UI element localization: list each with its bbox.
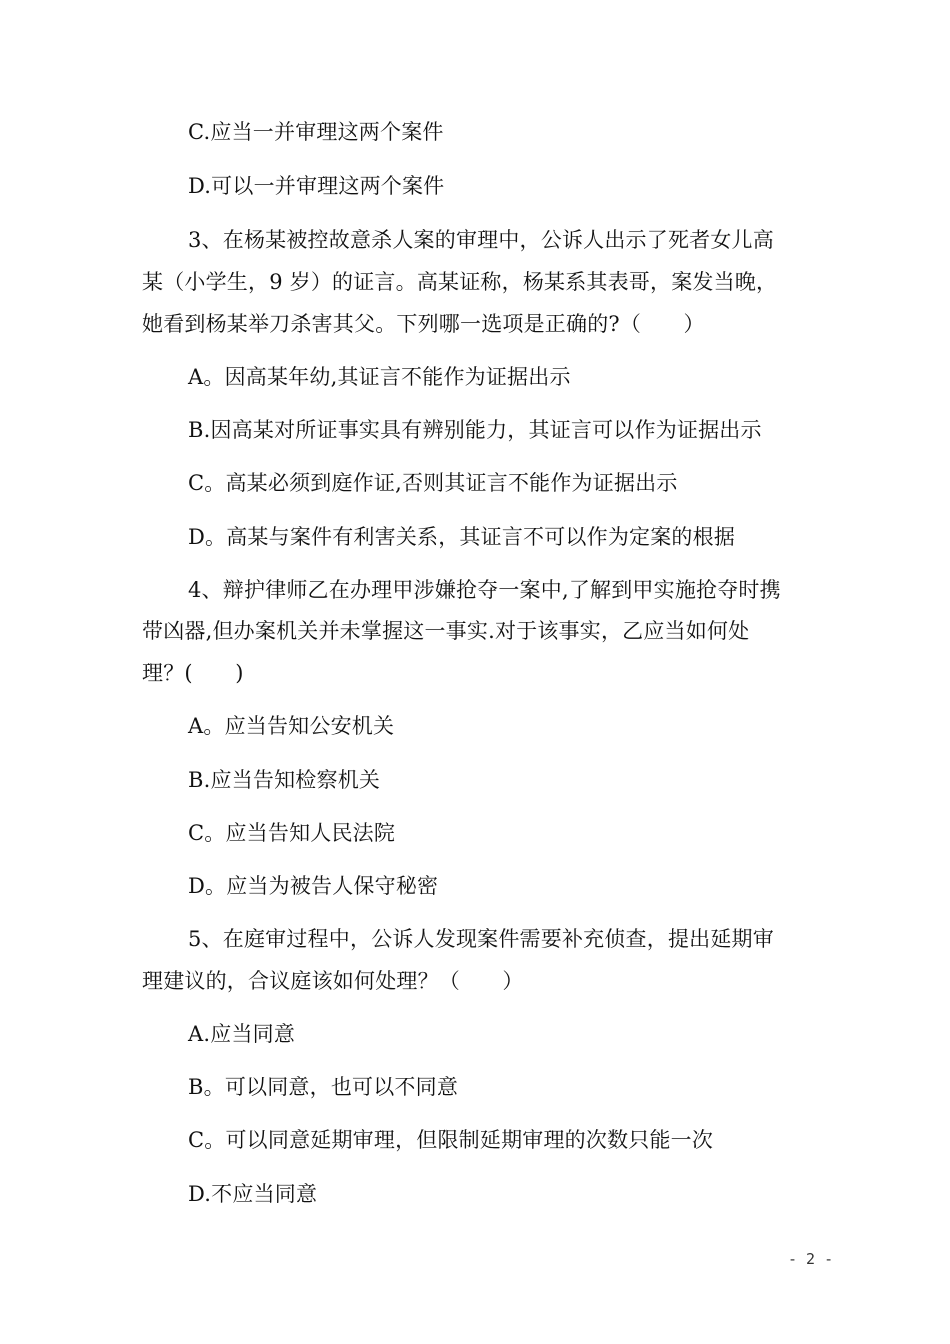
option-a-q3: A。因高某年幼,其证言不能作为证据出示	[188, 365, 571, 389]
option-a-q4: A。应当告知公安机关	[188, 714, 395, 738]
option-b-q3: B.因高某对所证事实具有辨别能力，其证言可以作为证据出示	[188, 418, 762, 442]
question-4-line-2: 带凶器,但办案机关并未掌握这一事实.对于该事实，乙应当如何处	[142, 619, 750, 643]
option-d-q4: D。应当为被告人保守秘密	[188, 874, 439, 898]
question-4-line-3: 理？( )	[142, 661, 244, 685]
option-b-q4: B.应当告知检察机关	[188, 768, 381, 792]
option-d-q5: D.不应当同意	[188, 1182, 318, 1206]
question-5-line-1: 5、在庭审过程中，公诉人发现案件需要补充侦查，提出延期审	[188, 927, 774, 951]
option-d-q3: D。高某与案件有利害关系，其证言不可以作为定案的根据	[188, 525, 736, 549]
question-5-line-2: 理建议的，合议庭该如何处理？（ ）	[142, 969, 524, 993]
page-number: - 2 -	[788, 1250, 834, 1268]
option-c-q4: C。应当告知人民法院	[188, 821, 396, 845]
option-c-q5: C。可以同意延期审理，但限制延期审理的次数只能一次	[188, 1128, 714, 1152]
question-3-line-1: 3、在杨某被控故意杀人案的审理中，公诉人出示了死者女儿高	[188, 228, 774, 252]
question-3-line-2: 某（小学生，9 岁）的证言。高某证称，杨某系其表哥，案发当晚，	[142, 270, 778, 294]
option-a-q5: A.应当同意	[188, 1022, 296, 1046]
option-b-q5: B。可以同意，也可以不同意	[188, 1075, 459, 1099]
question-4-line-1: 4、辩护律师乙在办理甲涉嫌抢夺一案中,了解到甲实施抢夺时携	[188, 578, 781, 602]
option-c-q3: C。高某必须到庭作证,否则其证言不能作为证据出示	[188, 471, 678, 495]
option-d-q2: D.可以一并审理这两个案件	[188, 174, 445, 198]
question-3-line-3: 她看到杨某举刀杀害其父。下列哪一选项是正确的?（ ）	[142, 312, 705, 336]
option-c-q2: C.应当一并审理这两个案件	[188, 120, 444, 144]
